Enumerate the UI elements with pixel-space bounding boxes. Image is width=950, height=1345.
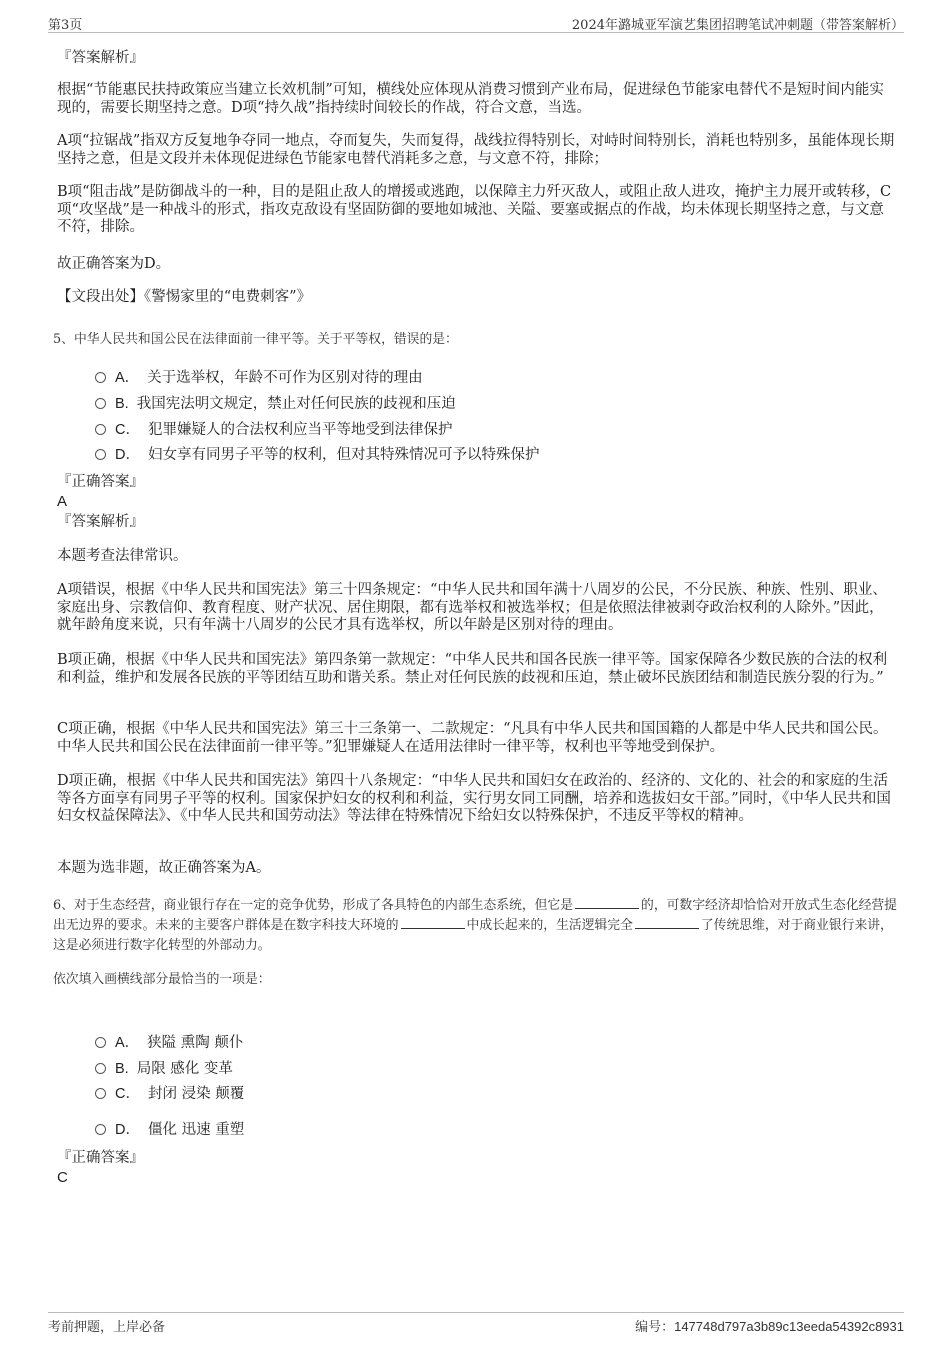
analysis-paragraph: C项正确，根据《中华人民共和国宪法》第三十三条第一、二款规定：“凡具有中华人民共和国国籍的人都是中华人民共和国公民。中华人民共和国公民在法律面前一律平等。”犯罪嫌疑人在适用法律时一律平等，权利也平等地受到保护。 [57, 721, 888, 755]
analysis-conclusion: 本题为选非题，故正确答案为A。 [57, 860, 271, 876]
question-6-stem: 6、对于生态经营，商业银行存在一定的竞争优势，形成了各具特色的内部生态系统，但它是 的，可数字经济却恰恰对开放式生态化经营提出无边界的要求。未来的主要客户群体是在数字科技大环境的 中成长起来的，生活逻辑完全 了传统思维，对于商业银行来讲，这是必须进行数字化转型的外部动力。 [53, 898, 897, 953]
fill-blank [635, 916, 699, 929]
radio-icon[interactable] [95, 1088, 106, 1099]
analysis-paragraph: 根据“节能惠民扶持政策应当建立长效机制”可知，横线处应体现从消费习惯到产业布局，促进绿色节能家电替代不是短时间内能实现的，需要长期坚持之意。D项“持久战”指持续时间较长的作战，符合文意，当选。 [57, 82, 884, 116]
question-5-option-b[interactable]: B. 我国宪法明文规定，禁止对任何民族的歧视和压迫 [95, 395, 456, 413]
radio-icon[interactable] [95, 1124, 106, 1135]
analysis-label: 『答案解析』 [57, 50, 144, 66]
radio-icon[interactable] [95, 1037, 106, 1048]
analysis-paragraph: A项“拉锯战”指双方反复地争夺同一地点，夺而复失，失而复得，战线拉得特别长，对峙时间特别长，消耗也特别多，虽能体现长期坚持之意，但是文段并未体现促进绿色节能家电替代消耗多之意，与文意不符，排除； [57, 133, 895, 167]
page-footer [48, 1312, 904, 1335]
radio-icon[interactable] [95, 372, 106, 383]
question-6-option-d[interactable]: D． 僵化 迅速 重塑 [95, 1121, 244, 1139]
question-5-option-d[interactable]: D． 妇女享有同男子平等的权利，但对其特殊情况可予以特殊保护 [95, 446, 539, 464]
question-6-option-b[interactable]: B. 局限 感化 变革 [95, 1060, 233, 1078]
radio-icon[interactable] [95, 424, 106, 435]
footer-slogan: 考前押题，上岸必备 [48, 1320, 166, 1335]
analysis-conclusion: 故正确答案为D。 [57, 256, 171, 272]
analysis-paragraph: D项正确，根据《中华人民共和国宪法》第四十八条规定：“中华人民共和国妇女在政治的、经济的、文化的、社会的和家庭的生活等各方面享有同男子平等的权利。国家保护妇女的权利和利益，实行男女同工同酬，培养和选拔妇女干部。”同时，《中华人民共和国妇女权益保障法》、《中华人民共和国劳动法》等法律在特殊情况下给妇女以特殊保护，不违反平等权的精神。 [57, 773, 891, 824]
document-title: 2024年潞城亚军演艺集团招聘笔试冲刺题（带答案解析） [571, 18, 904, 33]
page-header [48, 12, 904, 33]
fill-blank [575, 896, 639, 909]
analysis-paragraph: B项“阻击战”是防御战斗的一种，目的是阻止敌人的增援或逃跑，以保障主力歼灭敌人，或阻止敌人进攻，掩护主力展开或转移，C项“攻坚战”是一种战斗的形式，指攻克敌设有坚固防御的要地如城池、关隘、要塞或据点的作战，均未体现长期坚持之意，与文意不符，排除。 [57, 184, 892, 235]
analysis-paragraph: B项正确，根据《中华人民共和国宪法》第四条第一款规定：“中华人民共和国各民族一律平等。国家保障各少数民族的合法的权利和利益，维护和发展各民族的平等团结互助和谐关系。禁止对任何民族的歧视和压迫，禁止破坏民族团结和制造民族分裂的行为。” [57, 652, 888, 686]
radio-icon[interactable] [95, 398, 106, 409]
analysis-paragraph: 本题考查法律常识。 [57, 548, 188, 564]
question-6-option-a[interactable]: A． 狭隘 熏陶 颠仆 [95, 1034, 243, 1052]
question-6-option-c[interactable]: C． 封闭 浸染 颠覆 [95, 1085, 244, 1103]
source-citation: 【文段出处】《警惕家里的“电费刺客”》 [57, 289, 312, 305]
correct-answer-label: 『正确答案』 [57, 1150, 144, 1166]
question-5-stem: 5、中华人民共和国公民在法律面前一律平等。关于平等权，错误的是： [53, 332, 458, 347]
document-code: 编号：147748d797a3b89c13eeda54392c8931 [635, 1319, 904, 1335]
fill-blank [401, 916, 465, 929]
correct-answer: C [57, 1169, 68, 1186]
question-5-option-c[interactable]: C． 犯罪嫌疑人的合法权利应当平等地受到法律保护 [95, 421, 452, 439]
question-5-option-a[interactable]: A． 关于选举权，年龄不可作为区别对待的理由 [95, 369, 423, 387]
analysis-label: 『答案解析』 [57, 514, 144, 530]
question-6-instruction: 依次填入画横线部分最恰当的一项是： [53, 972, 271, 987]
analysis-paragraph: A项错误，根据《中华人民共和国宪法》第三十四条规定：“中华人民共和国年满十八周岁的公民，不分民族、种族、性别、职业、家庭出身、宗教信仰、教育程度、财产状况、居住期限，都有选举权和被选举权；但是依照法律被剥夺政治权利的人除外。”因此，就年龄角度来说，只有年满十八周岁的公民才具有选举权，所以年龄是区别对待的理由。 [57, 582, 887, 633]
page-number: 第3页 [48, 18, 83, 33]
radio-icon[interactable] [95, 1063, 106, 1074]
correct-answer-label: 『正确答案』 [57, 474, 144, 490]
correct-answer: A [57, 493, 68, 510]
radio-icon[interactable] [95, 449, 106, 460]
